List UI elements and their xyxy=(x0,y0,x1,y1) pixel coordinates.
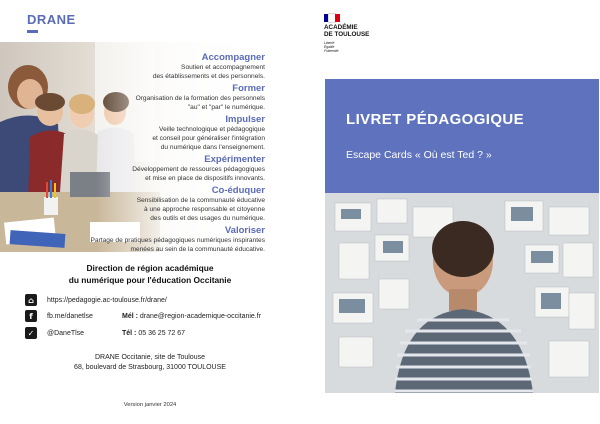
home-icon: ⌂ xyxy=(25,294,37,306)
mission-line: "au" et "par" le numérique. xyxy=(187,103,265,111)
twitter-icon: ✓ xyxy=(25,327,37,339)
mission-impulser xyxy=(75,114,265,152)
mission-line: des établissements et des personnels. xyxy=(152,72,265,80)
mission-accompagner xyxy=(75,52,265,81)
title-panel xyxy=(325,79,599,193)
mission-description xyxy=(75,64,265,81)
address-line: DRANE Occitanie, site de Toulouse xyxy=(95,354,205,361)
motto-line: Liberté xyxy=(324,41,335,45)
version-note: Version janvier 2024 xyxy=(123,402,177,408)
mission-line: des outils et des usages du numérique. xyxy=(150,214,265,222)
direction-heading xyxy=(0,262,300,286)
mission-line: menées au sein de la communauté éducative. xyxy=(130,245,265,253)
mission-title: Co-éduquer xyxy=(211,185,265,197)
mission-title: Valoriser xyxy=(224,225,265,237)
tel-label: Tél : xyxy=(122,330,137,337)
person-facing-board-illustration xyxy=(325,193,599,393)
mission-title: Impulser xyxy=(225,114,265,126)
mission-description xyxy=(75,126,265,152)
tel-number: 05 36 25 72 67 xyxy=(138,330,186,337)
mission-title: Expérimenter xyxy=(204,154,265,166)
academy-line: DE TOULOUSE xyxy=(324,31,370,38)
academy-name xyxy=(324,24,369,38)
cover-photo xyxy=(325,193,599,393)
twitter-link[interactable]: @DaneTlse xyxy=(47,330,85,337)
address-line: 68, boulevard de Strasbourg, 31000 TOULOUSE xyxy=(74,364,226,371)
contact-mail-row xyxy=(122,313,261,320)
direction-line: Direction de région académique xyxy=(86,263,214,273)
mission-line: du numérique dans l'enseignement. xyxy=(160,143,265,151)
mission-title: Accompagner xyxy=(201,52,265,63)
mission-line: Organisation de la formation des personnels xyxy=(135,95,265,103)
drane-logo: DRANE xyxy=(27,12,76,27)
postal-address xyxy=(0,353,300,373)
mission-co-eduquer xyxy=(75,185,265,223)
contact-tel-row xyxy=(122,330,185,337)
mail-link[interactable]: drane@region-academique-occitanie.fr xyxy=(139,313,262,320)
booklet-title: LIVRET PÉDAGOGIQUE xyxy=(346,111,525,128)
facebook-link[interactable]: fb.me/danetlse xyxy=(47,313,93,320)
mission-description xyxy=(75,95,265,112)
mission-description xyxy=(75,197,265,223)
french-flag-icon xyxy=(324,14,340,22)
mission-title: Former xyxy=(232,83,265,95)
facebook-icon: f xyxy=(25,310,37,322)
mission-line: et conseil pour généraliser l'intégration xyxy=(152,134,265,142)
direction-line: du numérique pour l'éducation Occitanie xyxy=(68,275,232,285)
mission-description xyxy=(75,166,265,183)
flag-red xyxy=(335,14,340,22)
mission-line: à une approche responsable et citoyenne xyxy=(144,205,265,213)
mission-valoriser xyxy=(75,225,265,254)
republic-motto xyxy=(324,41,369,53)
academie-logo xyxy=(324,14,369,53)
mail-label: Mél : xyxy=(122,313,138,320)
missions-list xyxy=(75,52,265,256)
mission-description xyxy=(75,237,265,254)
mission-former xyxy=(75,83,265,112)
mission-line: Veille technologique et pédagogique xyxy=(159,126,265,134)
motto-line: Égalité xyxy=(324,45,335,49)
mission-line: Partage de pratiques pédagogiques numériques inspirantes xyxy=(90,237,265,245)
mission-line: Développement de ressources pédagogiques xyxy=(132,166,265,174)
booklet-subtitle: Escape Cards « Où est Ted ? » xyxy=(346,149,492,161)
website-link[interactable]: https://pedagogie.ac-toulouse.fr/drane/ xyxy=(47,297,167,304)
mission-line: Soutien et accompagnement xyxy=(181,64,265,71)
academy-line: ACADÉMIE xyxy=(324,24,358,31)
mission-experimenter xyxy=(75,154,265,183)
mission-line: et mise en place de dispositifs innovants. xyxy=(145,174,265,182)
mission-line: Sensibilisation de la communauté éducative xyxy=(136,197,265,205)
drane-logo-bar xyxy=(27,30,38,33)
motto-line: Fraternité xyxy=(324,49,339,53)
